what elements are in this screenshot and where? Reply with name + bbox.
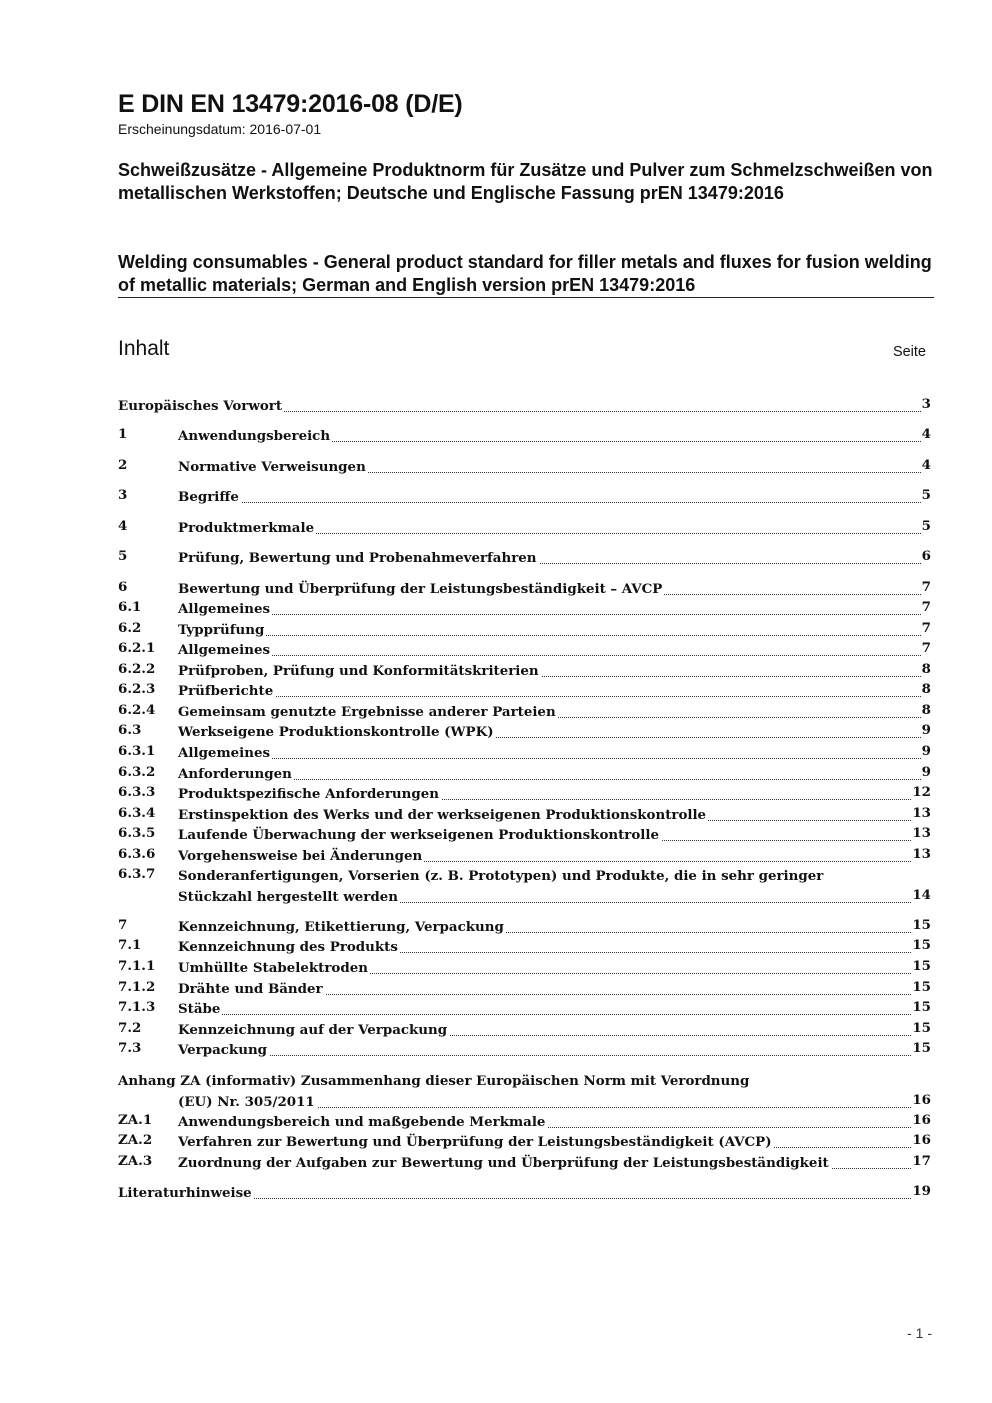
toc-entry-title-line: Allgemeines bbox=[178, 642, 271, 658]
toc-dot-leader bbox=[178, 1055, 921, 1056]
toc-entry[interactable] bbox=[118, 722, 931, 743]
toc-entry-number: 7.1.2 bbox=[118, 979, 156, 995]
toc-entry-page: 7 bbox=[921, 579, 931, 595]
toc-entry[interactable] bbox=[118, 1112, 931, 1133]
toc-entry-page: 8 bbox=[921, 661, 931, 677]
toc-entry-number: 1 bbox=[118, 426, 128, 442]
toc-heading: Inhalt bbox=[118, 337, 170, 360]
toc-entry-title bbox=[178, 866, 825, 908]
toc-entry[interactable] bbox=[118, 1040, 931, 1061]
title-divider bbox=[118, 297, 934, 298]
toc-entry-title-line: Erstinspektion des Werks und der werkseigenen Produktionskontrolle bbox=[178, 807, 707, 823]
toc-entry-title bbox=[178, 620, 266, 641]
toc-entry-page: 13 bbox=[912, 846, 931, 862]
toc-entry-page: 6 bbox=[921, 548, 931, 564]
toc-entry-title bbox=[178, 805, 708, 826]
toc-entry[interactable] bbox=[118, 979, 931, 1000]
toc-entry-page: 15 bbox=[912, 999, 931, 1015]
toc-entry-title bbox=[178, 917, 506, 938]
toc-entry[interactable] bbox=[118, 457, 931, 478]
toc-entry-page: 9 bbox=[921, 764, 931, 780]
toc-entry[interactable] bbox=[118, 866, 931, 908]
toc-entry[interactable] bbox=[118, 764, 931, 785]
toc-entry-title-line: Verfahren zur Bewertung und Überprüfung der Leistungsbeständigkeit (AVCP) bbox=[178, 1134, 772, 1150]
toc-entry[interactable] bbox=[118, 599, 931, 620]
toc-entry-number: 3 bbox=[118, 487, 128, 503]
toc-entry-number: 7.2 bbox=[118, 1020, 142, 1036]
toc-entry-title bbox=[178, 958, 370, 979]
toc-entry-title bbox=[178, 999, 222, 1020]
toc-dot-leader bbox=[178, 696, 921, 697]
toc-entry[interactable] bbox=[118, 640, 931, 661]
toc-entry-number: 6.3.4 bbox=[118, 805, 156, 821]
toc-entry-title-line: Prüfproben, Prüfung und Konformitätskriterien bbox=[178, 663, 539, 679]
toc-entry-page: 16 bbox=[912, 1092, 931, 1108]
toc-entry-number: 6.3.6 bbox=[118, 846, 156, 862]
toc-entry-page: 15 bbox=[912, 958, 931, 974]
toc-entry-number: 6.2.1 bbox=[118, 640, 156, 656]
toc-entry[interactable] bbox=[118, 937, 931, 958]
toc-entry-title-line: Anhang ZA (informativ) Zusammenhang dieser Europäischen Norm mit Verordnung bbox=[118, 1073, 750, 1089]
toc-entry-title bbox=[118, 1183, 254, 1204]
toc-entry-page: 9 bbox=[921, 743, 931, 759]
toc-entry[interactable] bbox=[118, 1071, 931, 1113]
toc-entry-title bbox=[178, 548, 539, 569]
toc-entry-number: 2 bbox=[118, 457, 128, 473]
toc-entry-title-line: Anwendungsbereich bbox=[178, 428, 331, 444]
toc-entry-title-line: Prüfberichte bbox=[178, 683, 274, 699]
toc-entry-title-line: Stäbe bbox=[178, 1001, 221, 1017]
toc-page-column-label: Seite bbox=[892, 344, 926, 360]
toc-entry[interactable] bbox=[118, 805, 931, 826]
toc-entry-title-line: Anforderungen bbox=[178, 766, 292, 782]
toc-entry-title-line: Typprüfung bbox=[178, 622, 265, 638]
toc-entry-number: 6.1 bbox=[118, 599, 142, 615]
toc-entry-title bbox=[178, 979, 325, 1000]
toc-entry-page: 15 bbox=[912, 1040, 931, 1056]
toc-entry-number: 7.1.3 bbox=[118, 999, 156, 1015]
toc-entry-page: 7 bbox=[921, 599, 931, 615]
toc-entry-title-line: Kennzeichnung, Etikettierung, Verpackung bbox=[178, 919, 504, 935]
toc-entry-title-line: Vorgehensweise bei Änderungen bbox=[178, 848, 423, 864]
toc-entry-number: 6.2.2 bbox=[118, 661, 156, 677]
toc-dot-leader bbox=[178, 635, 921, 636]
toc-entry-number: 6.2 bbox=[118, 620, 142, 636]
toc-entry-number: ZA.1 bbox=[118, 1112, 153, 1128]
document-id: E DIN EN 13479:2016-08 (D/E) bbox=[118, 90, 463, 118]
toc-entry-title bbox=[118, 1071, 751, 1113]
toc-entry-title-line: Allgemeines bbox=[178, 601, 271, 617]
toc-entry[interactable] bbox=[118, 743, 931, 764]
toc-entry-title-line: Kennzeichnung des Produkts bbox=[178, 939, 398, 955]
toc-entry[interactable] bbox=[118, 487, 931, 508]
toc-entry-title bbox=[178, 579, 664, 600]
toc-entry-page: 12 bbox=[912, 784, 931, 800]
toc-entry-number: 7.1 bbox=[118, 937, 142, 953]
toc-entry-number: 6.3.2 bbox=[118, 764, 156, 780]
toc-entry-page: 7 bbox=[921, 620, 931, 636]
toc-entry-page: 5 bbox=[921, 518, 931, 534]
toc-entry-page: 16 bbox=[912, 1112, 931, 1128]
toc-entry-number: 6 bbox=[118, 579, 128, 595]
toc-entry[interactable] bbox=[118, 1132, 931, 1153]
toc-entry-title bbox=[178, 457, 368, 478]
toc-entry-title bbox=[178, 640, 272, 661]
toc-entry-title bbox=[178, 743, 272, 764]
toc-entry[interactable] bbox=[118, 999, 931, 1020]
toc-entry-title bbox=[178, 702, 558, 723]
toc-entry-title bbox=[178, 1040, 269, 1061]
toc-entry-title bbox=[178, 1112, 547, 1133]
toc-entry-page: 9 bbox=[921, 722, 931, 738]
toc-dot-leader bbox=[178, 655, 921, 656]
toc-entry-title bbox=[178, 846, 424, 867]
toc-entry[interactable] bbox=[118, 702, 931, 723]
toc-entry-page: 13 bbox=[912, 825, 931, 841]
toc-entry[interactable] bbox=[118, 825, 931, 846]
toc-entry-title bbox=[118, 396, 284, 417]
toc-entry-page: 4 bbox=[921, 457, 931, 473]
toc-entry-page: 3 bbox=[921, 396, 931, 412]
toc-entry-title-line: Europäisches Vorwort bbox=[118, 398, 283, 414]
toc-entry-number: ZA.3 bbox=[118, 1153, 153, 1169]
toc-entry[interactable] bbox=[118, 958, 931, 979]
toc-entry-title bbox=[178, 764, 294, 785]
toc-entry[interactable] bbox=[118, 681, 931, 702]
toc-entry-number: 7.1.1 bbox=[118, 958, 156, 974]
toc-entry-title-line: Produktspezifische Anforderungen bbox=[178, 786, 439, 802]
toc-entry-title-line: Verpackung bbox=[178, 1042, 268, 1058]
toc-entry-page: 16 bbox=[912, 1132, 931, 1148]
toc-entry-title bbox=[178, 599, 272, 620]
toc-entry-title-continuation: Stückzahl hergestellt werden bbox=[178, 887, 400, 908]
toc-entry-title-line: Gemeinsam genutzte Ergebnisse anderer Parteien bbox=[178, 704, 556, 720]
toc-entry-title bbox=[178, 1132, 774, 1153]
toc-entry-page: 15 bbox=[912, 1020, 931, 1036]
toc-entry[interactable] bbox=[118, 1153, 931, 1174]
toc-entry-title-line: Zuordnung der Aufgaben zur Bewertung und Überprüfung der Leistungsbeständigkeit bbox=[178, 1155, 829, 1171]
toc-entry-title bbox=[178, 661, 541, 682]
toc-dot-leader bbox=[178, 1014, 921, 1015]
toc-entry-page: 14 bbox=[912, 887, 931, 903]
toc-entry-title bbox=[178, 1020, 449, 1041]
toc-entry-title bbox=[178, 487, 241, 508]
toc-entry-title bbox=[178, 1153, 831, 1174]
toc-entry-page: 5 bbox=[921, 487, 931, 503]
toc-entry-title-line: Umhüllte Stabelektroden bbox=[178, 960, 368, 976]
toc-entry-page: 8 bbox=[921, 702, 931, 718]
toc-entry-title-line: Literaturhinweise bbox=[118, 1185, 252, 1201]
toc-entry[interactable] bbox=[118, 518, 931, 539]
toc-entry-title-line: Werkseigene Produktionskontrolle (WPK) bbox=[178, 724, 494, 740]
toc-entry[interactable] bbox=[118, 1183, 931, 1204]
toc-entry-title bbox=[178, 722, 496, 743]
toc-dot-leader bbox=[178, 758, 921, 759]
toc-entry[interactable] bbox=[118, 917, 931, 938]
toc-entry-number: 6.3.1 bbox=[118, 743, 156, 759]
toc-dot-leader bbox=[178, 502, 921, 503]
toc-entry-title-line: Bewertung und Überprüfung der Leistungsbeständigkeit – AVCP bbox=[178, 581, 663, 597]
toc-entry-title-line: Normative Verweisungen bbox=[178, 459, 366, 475]
toc-entry-title-line: Begriffe bbox=[178, 489, 239, 505]
toc-entry-title-line: Laufende Überwachung der werkseigenen Produktionskontrolle bbox=[178, 827, 659, 843]
toc-entry-page: 7 bbox=[921, 640, 931, 656]
toc-entry-number: 6.3.5 bbox=[118, 825, 156, 841]
toc-entry[interactable] bbox=[118, 548, 931, 569]
toc-entry-number: 6.2.4 bbox=[118, 702, 156, 718]
toc-entry-number: 4 bbox=[118, 518, 128, 534]
toc-entry-number: 7 bbox=[118, 917, 128, 933]
toc-entry[interactable] bbox=[118, 846, 931, 867]
toc-entry-title-line: Drähte und Bänder bbox=[178, 981, 323, 997]
title-german: Schweißzusätze - Allgemeine Produktnorm für Zusätze und Pulver zum Schmelzschweißen von metallischen Werkstoffen; Deutsche und Englische Fassung prEN 13479:2016 bbox=[118, 160, 933, 203]
toc-entry-title-line: Prüfung, Bewertung und Probenahmeverfahren bbox=[178, 550, 537, 566]
title-english: Welding consumables - General product standard for filler metals and fluxes for fusion welding of metallic materials; German and English version prEN 13479:2016 bbox=[118, 252, 932, 295]
footer-page-number: - 1 - bbox=[907, 1325, 932, 1341]
toc-entry[interactable] bbox=[118, 1020, 931, 1041]
toc-entry-page: 15 bbox=[912, 937, 931, 953]
toc-entry-title-continuation: (EU) Nr. 305/2011 bbox=[118, 1092, 317, 1113]
toc-entry-page: 4 bbox=[921, 426, 931, 442]
toc-entry-number: 6.3 bbox=[118, 722, 142, 738]
toc-entry-number: ZA.2 bbox=[118, 1132, 153, 1148]
publication-date: Erscheinungsdatum: 2016-07-01 bbox=[118, 121, 322, 137]
toc-entry-title-line: Sonderanfertigungen, Vorserien (z. B. Prototypen) und Produkte, die in sehr geringer bbox=[178, 868, 824, 884]
toc-entry[interactable] bbox=[118, 620, 931, 641]
toc-entry-title bbox=[178, 518, 316, 539]
toc-entry-title bbox=[178, 937, 400, 958]
toc-entry-title bbox=[178, 784, 441, 805]
toc-entry-number: 5 bbox=[118, 548, 128, 564]
toc-entry[interactable] bbox=[118, 784, 931, 805]
toc-entry-title bbox=[178, 681, 275, 702]
toc-entry-title-line: Produktmerkmale bbox=[178, 520, 315, 536]
toc-entry-title-line: Anwendungsbereich und maßgebende Merkmale bbox=[178, 1114, 546, 1130]
toc-entry-title bbox=[178, 825, 661, 846]
toc-entry-title bbox=[178, 426, 332, 447]
toc-entry[interactable] bbox=[118, 426, 931, 447]
toc-entry-title-line: Kennzeichnung auf der Verpackung bbox=[178, 1022, 448, 1038]
toc-entry[interactable] bbox=[118, 579, 931, 600]
toc-entry-number: 6.3.7 bbox=[118, 866, 156, 882]
toc-entry-page: 17 bbox=[912, 1153, 931, 1169]
toc-entry-page: 15 bbox=[912, 979, 931, 995]
toc-entry-page: 19 bbox=[912, 1183, 931, 1199]
toc-entry-number: 6.2.3 bbox=[118, 681, 156, 697]
toc-entry-page: 13 bbox=[912, 805, 931, 821]
toc-entry[interactable] bbox=[118, 396, 931, 417]
toc-dot-leader bbox=[178, 614, 921, 615]
toc-entry-number: 6.3.3 bbox=[118, 784, 156, 800]
toc-entry[interactable] bbox=[118, 661, 931, 682]
toc-entry-page: 15 bbox=[912, 917, 931, 933]
toc-entry-number: 7.3 bbox=[118, 1040, 142, 1056]
toc-entry-title-line: Allgemeines bbox=[178, 745, 271, 761]
toc-entry-page: 8 bbox=[921, 681, 931, 697]
